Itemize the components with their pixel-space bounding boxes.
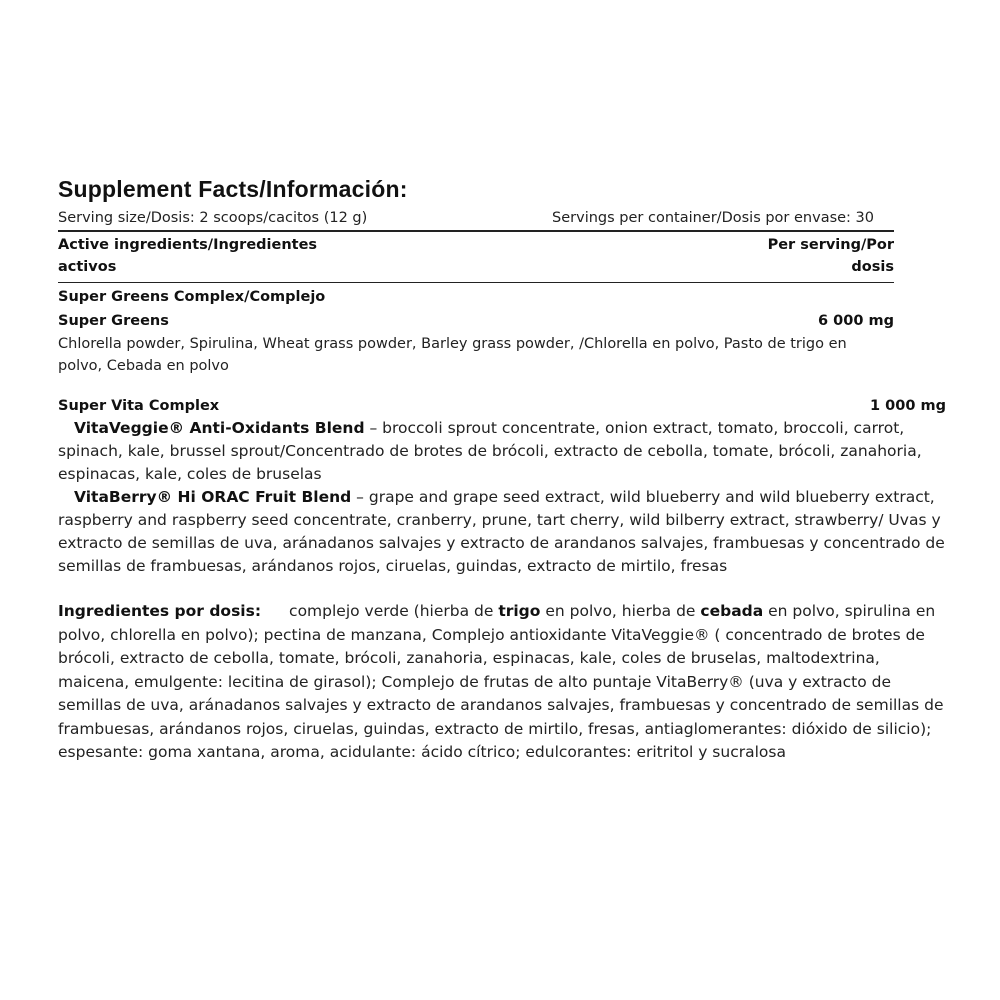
super-greens-description: Chlorella powder, Spirulina, Wheat grass powder, Barley grass powder, /Chlorella en polvo, Pasto de trigo en polvo, Cebada en polvo xyxy=(58,336,847,374)
super-vita-row xyxy=(58,395,946,417)
table-header-row xyxy=(58,232,894,282)
ingredients-text-3: en polvo, spirulina en polvo, chlorella en polvo); pectina de manzana, Complejo antioxidante VitaVeggie® ( concentrado de brotes de brócoli, extracto de cebolla, tomate, brócoli, zanahoria, espinacas, kale, coles de bruselas, maltodextrina, maicena, emulgente: lecitina de girasol); Complejo de frutas de alto puntaje VitaBerry® (uva y extracto de semillas de uva, aránadanos salvajes y extracto de arandanos salvajes, frambuesas y concentrado de semillas de frambuesas, arándanos rojos, ciruelas, guindas, extracto de mirtilo, fresas, antiaglomerantes: dióxido de silicio); espesante: goma xantana, aroma, acidulante: ácido cítrico; edulcorantes: eritritol y sucralosa xyxy=(58,602,944,761)
vitaveggie-blend xyxy=(58,417,948,486)
vitaberry-blend-text: – grape and grape seed extract, wild blueberry and wild blueberry extract, raspberry and raspberry seed concentrate, cranberry, prune, tart cherry, wild bilberry extract, strawberry/ Uvas y extracto de semillas de uva, aránadanos salvajes y extracto de arandanos salvajes, frambuesas y concentrado de semillas de frambuesas, arándanos rojos, ciruelas, guindas, extracto de mirtilo, fresas xyxy=(58,488,945,575)
super-greens-section xyxy=(58,283,894,377)
super-vita-amount: 1 000 mg xyxy=(870,398,946,414)
serving-size: Serving size/Dosis: 2 scoops/cacitos (12 g) xyxy=(58,210,368,226)
serving-info-row xyxy=(58,206,894,230)
vitaberry-blend-name: VitaBerry® Hi ORAC Fruit Blend xyxy=(74,488,352,506)
ingredients-text-2: en polvo, hierba de xyxy=(540,602,701,620)
servings-per-container: Servings per container/Dosis por envase: 30 xyxy=(552,210,874,226)
greens-complex-title: Super Greens Complex/Complejo xyxy=(58,289,326,305)
vitaveggie-blend-text: – broccoli sprout concentrate, onion extract, tomato, broccoli, carrot, spinach, kale, brussel sprout/Concentrado de brotes de brócoli, extracto de cebolla, tomate, brócoli, zanahoria, espinacas, kale, coles de bruselas xyxy=(58,419,922,483)
ingredients-paragraph xyxy=(58,600,948,765)
ingredients-text-1: complejo verde (hierba de xyxy=(289,602,499,620)
ingredients-bold-trigo: trigo xyxy=(498,602,541,620)
supplement-facts-label xyxy=(58,172,958,765)
ingredients-bold-cebada: cebada xyxy=(700,602,764,620)
label-title: Supplement Facts/Información: xyxy=(58,176,408,202)
super-greens-row xyxy=(58,309,894,333)
per-serving-header: Per serving/Por dosis xyxy=(767,237,894,275)
super-greens-name: Super Greens xyxy=(58,313,169,329)
vitaveggie-blend-name: VitaVeggie® Anti-Oxidants Blend xyxy=(74,419,365,437)
active-ingredients-header: Active ingredients/Ingredientes activos xyxy=(58,237,318,275)
super-greens-amount: 6 000 mg xyxy=(818,313,894,329)
super-vita-name: Super Vita Complex xyxy=(58,398,220,414)
ingredients-label: Ingredientes por dosis: xyxy=(58,602,262,620)
vitaberry-blend xyxy=(58,486,948,578)
